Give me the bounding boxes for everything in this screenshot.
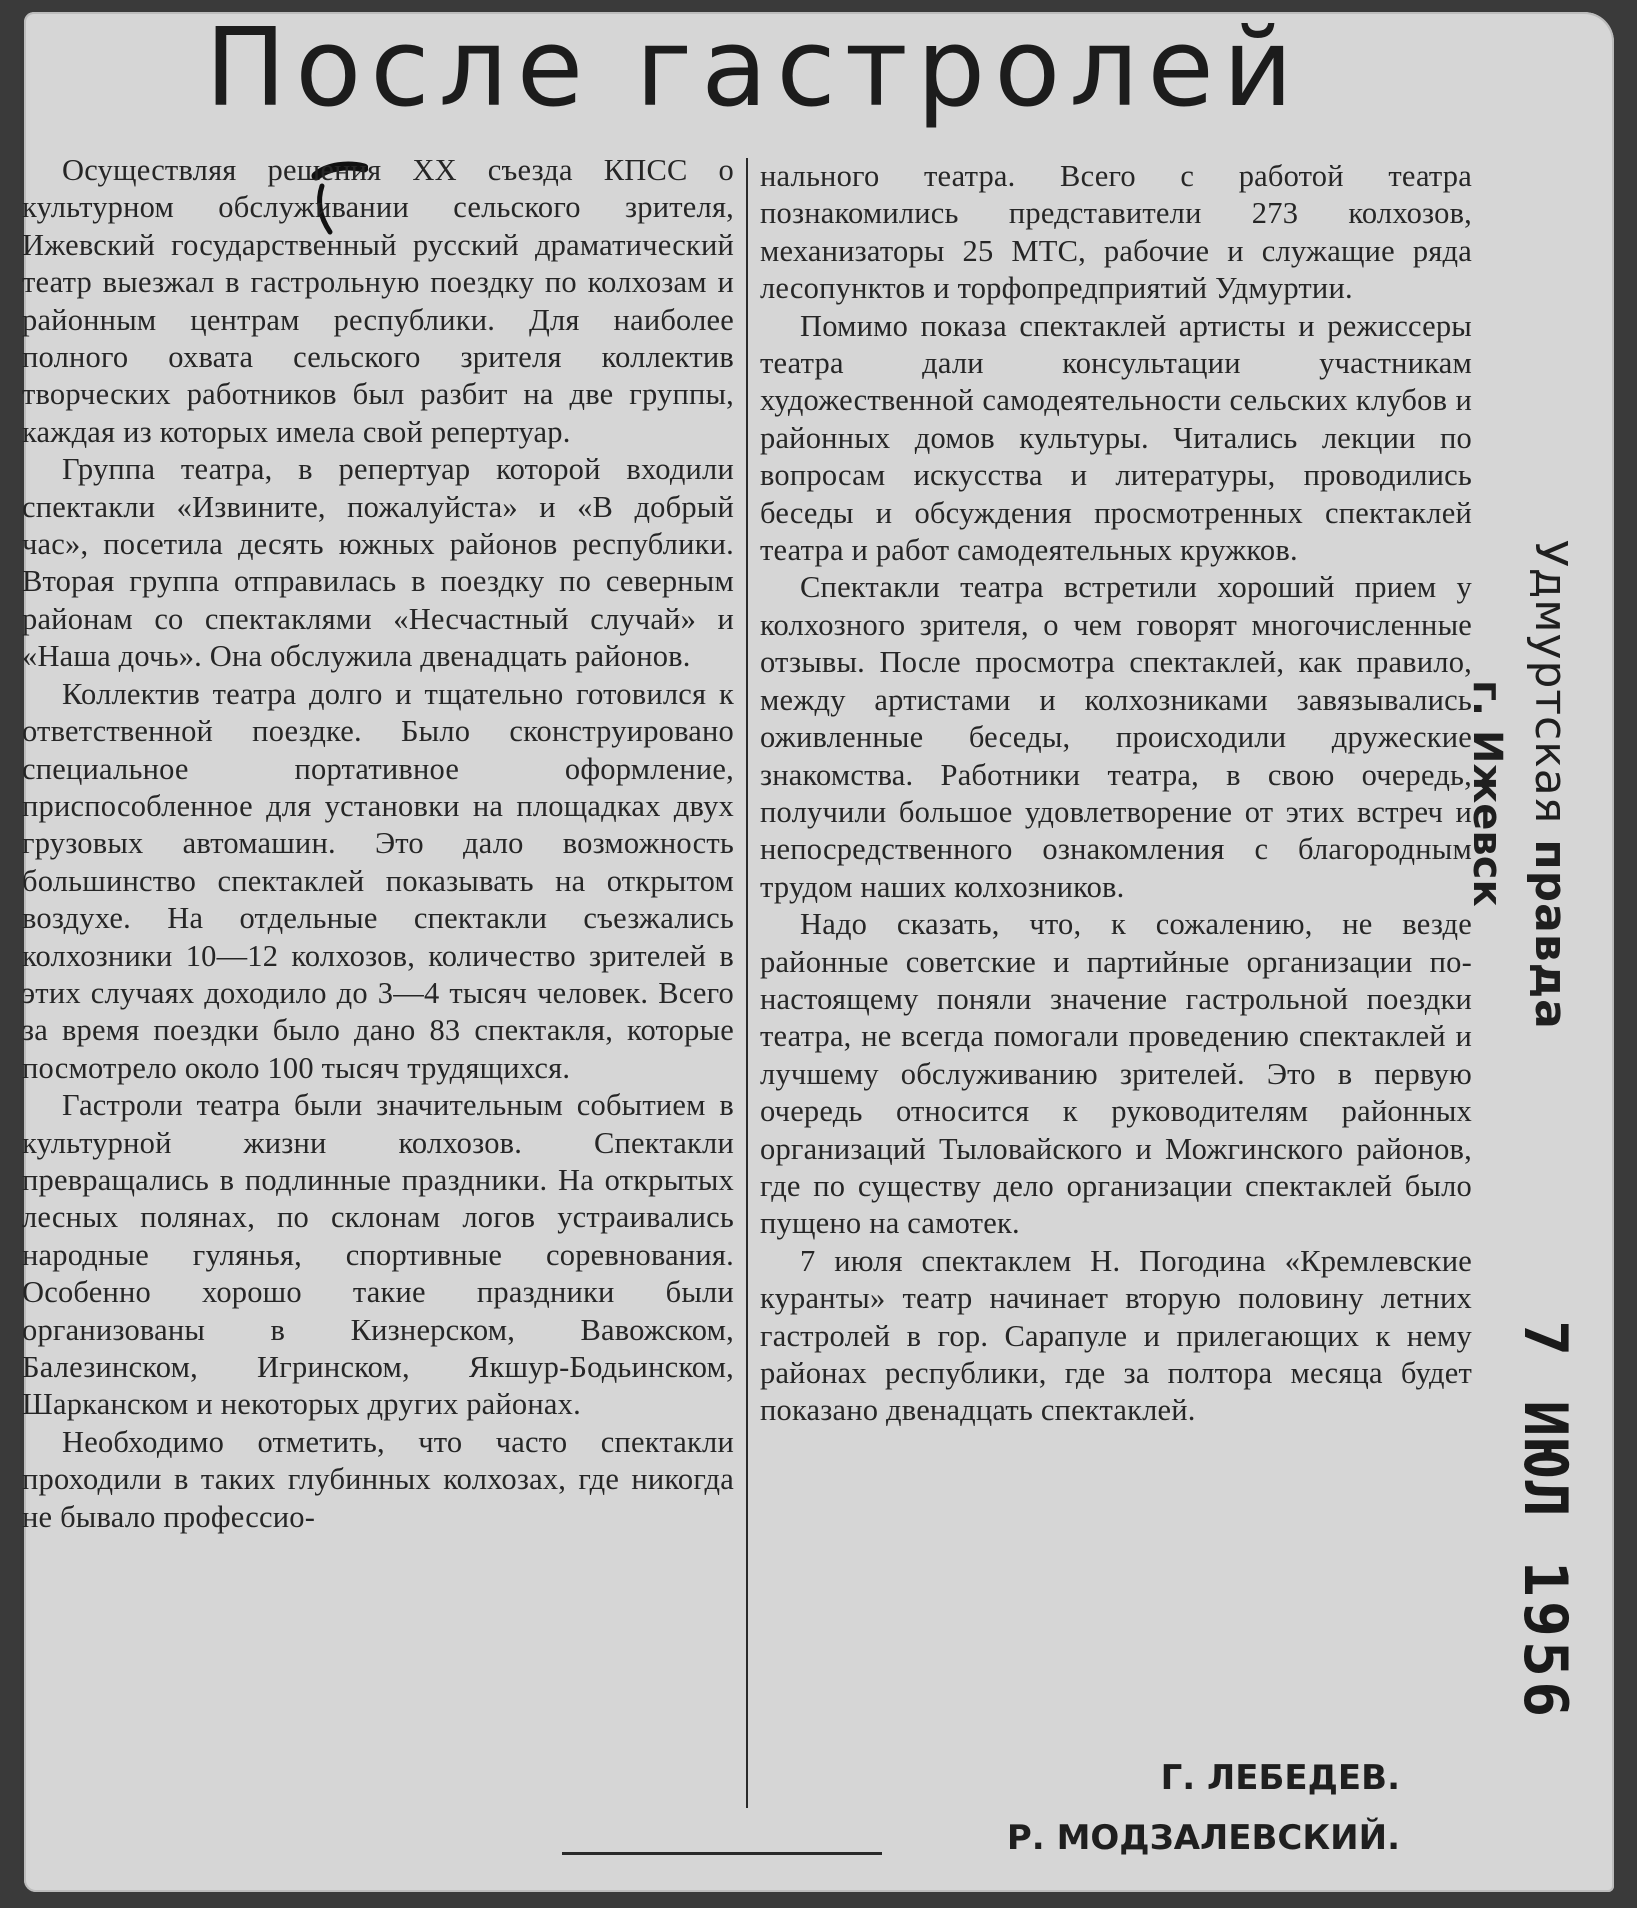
paragraph: Спектакли театра встретили хороший прием у колхозного зрителя, о чем говорят многочисленные отзывы. После просмотра спектаклей, как правило, между артистами и колхозниками завязывались оживленные беседы, происходили дружеские знакомства. Работники театра, в свою очередь, получили большое удовлетворение от этих встреч и непосредственного ознакомления с благородным трудом наших колхозников. bbox=[760, 570, 1472, 904]
paragraph: Необходимо отметить, что часто спектакли проходили в таких глубинных колхозах, где никогда не бывало профессио- bbox=[22, 1424, 734, 1534]
signatures bbox=[900, 1748, 1400, 1868]
stamp-paper-name-regular: Удмуртская bbox=[1525, 540, 1576, 840]
stamp-paper-name-bold: правда bbox=[1525, 839, 1576, 1030]
newspaper-stamp bbox=[1464, 540, 1598, 1040]
paragraph: Помимо показа спектаклей артисты и режиссеры театра дали консультации участникам художественной самодеятельности сельских клубов и районных домов культуры. Читались лекции по вопросам искусства и литературы, проводились беседы и обсуждения просмотренных спектаклей театра и работ самодеятельных кружков. bbox=[760, 308, 1472, 568]
stamp-city: г. Ижевск bbox=[1464, 680, 1510, 907]
paragraph-continuation: нального театра. Всего с работой театра познакомились представители 273 колхозов, механизаторы 25 МТС, рабочие и служащие ряда лесопунктов и торфопредприятий Удмуртии. bbox=[760, 159, 1472, 306]
right-column bbox=[760, 158, 1472, 1430]
end-rule bbox=[562, 1852, 882, 1855]
author-signature: Г. ЛЕБЕДЕВ. bbox=[1160, 1758, 1400, 1798]
paragraph: Осуществляя решения XX съезда КПСС о культурном обслуживании сельского зрителя, Ижевский государственный русский драматический театр выезжал в гастрольную поездку по колхозам и районным центрам республики. Для наиболее полного охвата сельского зрителя коллектив творческих работников был разбит на две группы, каждая из которых имела свой репертуар. bbox=[22, 153, 734, 449]
paragraph: Гастроли театра были значительным событием в культурной жизни колхозов. Спектакли превращались в подлинные праздники. На открытых лесных полянах, по склонам логов устраивались народные гулянья, спортивные соревнования. Особенно хорошо такие праздники были организованы в Кизнерском, Вавожском, Балезинском, Игринском, Якшур-Бодьинском, Шарканском и некоторых других районах. bbox=[22, 1088, 734, 1422]
paragraph: Коллектив театра долго и тщательно готовился к ответственной поездке. Было сконструировано специальное портативное оформление, приспособленное для установки на площадках двух грузовых автомашин. Это дало возможность большинство спектаклей показывать на открытом воздухе. На отдельные спектакли съезжались колхозники 10—12 колхозов, количество зрителей в этих случаях доходило до 3—4 тысяч человек. Всего за время поездки было дано 83 спектакля, которые посмотрело около 100 тысяч трудящихся. bbox=[22, 676, 734, 1085]
author-signature: Р. МОДЗАЛЕВСКИЙ. bbox=[1006, 1818, 1400, 1858]
paragraph: Группа театра, в репертуар которой входили спектакли «Извините, пожалуйста» и «В добрый час», посетила десять южных районов республики. Вторая группа отправилась в поездку по северным районам со спектаклями «Несчастный случай» и «Наша дочь». Она обслужила двенадцать районов. bbox=[22, 452, 734, 674]
left-column bbox=[22, 152, 734, 1536]
article-title: После гастролей bbox=[205, 6, 1302, 131]
stamp-date: 7 ИЮЛ 1956 bbox=[1510, 1320, 1580, 1722]
stamp-paper-name bbox=[1525, 540, 1576, 1030]
paragraph: 7 июля спектаклем Н. Погодина «Кремлевские куранты» театр начинает вторую половину летних гастролей в гор. Сарапуле и прилегающих к нему районах республики, где за полтора месяца будет показано двенадцать спектаклей. bbox=[760, 1243, 1472, 1428]
column-divider bbox=[746, 158, 748, 1808]
paragraph: Надо сказать, что, к сожалению, не везде районные советские и партийные организации по-настоящему поняли значение гастрольной поездки театра, не всегда помогали проведению спектаклей и лучшему обслуживанию зрителей. Это в первую очередь относится к руководителям районных организаций Тыловайского и Можгинского районов, где по существу дело организации спектаклей было пущено на самотек. bbox=[760, 907, 1472, 1241]
